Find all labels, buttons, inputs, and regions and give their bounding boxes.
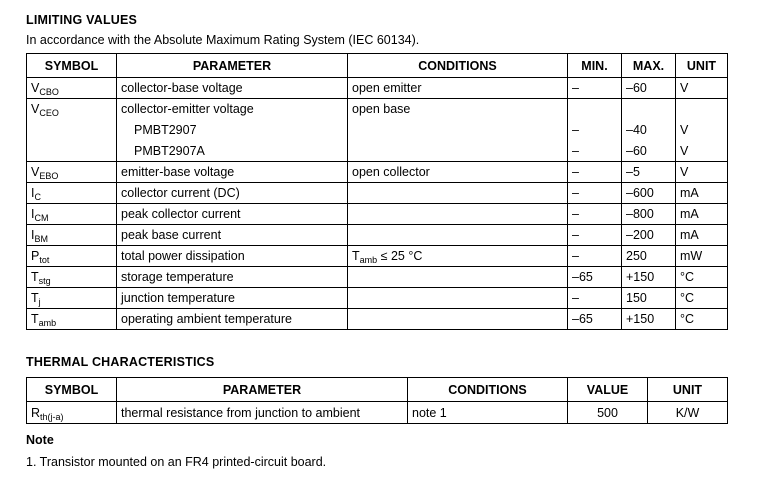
min-cell: –: [568, 225, 622, 246]
max-cell: [622, 99, 676, 120]
table-header-row: [27, 378, 728, 402]
symbol-cell: $R_{th(j-a)}$: [27, 402, 117, 424]
header-value: VALUE: [568, 378, 648, 402]
min-cell: –: [568, 120, 622, 141]
symbol-cell: [27, 141, 117, 162]
symbol-cell: $V_{CEO}$: [27, 99, 117, 120]
note-heading: Note: [26, 433, 54, 447]
header-max: MAX.: [622, 54, 676, 78]
min-cell: –65: [568, 309, 622, 330]
table-row: [27, 204, 728, 225]
table-row: [27, 246, 728, 267]
table-row: [27, 183, 728, 204]
max-cell: –60: [622, 78, 676, 99]
limiting-values-table: [26, 53, 728, 330]
unit-cell: [676, 99, 728, 120]
thermal-characteristics-table: [26, 377, 728, 424]
parameter-cell: emitter-base voltage: [117, 162, 348, 183]
symbol-cell: $T_{stg}$: [27, 267, 117, 288]
unit-cell: °C: [676, 309, 728, 330]
max-cell: –60: [622, 141, 676, 162]
table-row: [27, 120, 728, 141]
min-cell: –: [568, 246, 622, 267]
max-cell: 250: [622, 246, 676, 267]
unit-cell: V: [676, 120, 728, 141]
symbol-cell: $P_{tot}$: [27, 246, 117, 267]
header-conditions: CONDITIONS: [408, 378, 568, 402]
parameter-cell: collector-emitter voltage: [117, 99, 348, 120]
max-cell: –600: [622, 183, 676, 204]
min-cell: –: [568, 204, 622, 225]
parameter-cell: junction temperature: [117, 288, 348, 309]
parameter-cell: total power dissipation: [117, 246, 348, 267]
symbol-cell: $T_{amb}$: [27, 309, 117, 330]
symbol-cell: $T_j$: [27, 288, 117, 309]
max-cell: –800: [622, 204, 676, 225]
table-row: [27, 309, 728, 330]
conditions-cell: [348, 120, 568, 141]
symbol-cell: $V_{EBO}$: [27, 162, 117, 183]
conditions-cell: [348, 141, 568, 162]
table-row: [27, 402, 728, 424]
header-parameter: PARAMETER: [117, 378, 408, 402]
min-cell: –: [568, 288, 622, 309]
header-min: MIN.: [568, 54, 622, 78]
conditions-cell: note 1: [408, 402, 568, 424]
conditions-cell: open base: [348, 99, 568, 120]
parameter-cell: PMBT2907A: [117, 141, 348, 162]
conditions-cell: [348, 267, 568, 288]
max-cell: –40: [622, 120, 676, 141]
table-row: [27, 267, 728, 288]
max-cell: +150: [622, 267, 676, 288]
unit-cell: mA: [676, 204, 728, 225]
header-symbol: SYMBOL: [27, 378, 117, 402]
min-cell: –: [568, 78, 622, 99]
table-header-row: [27, 54, 728, 78]
min-cell: –: [568, 183, 622, 204]
parameter-cell: operating ambient temperature: [117, 309, 348, 330]
min-cell: –: [568, 141, 622, 162]
header-symbol: SYMBOL: [27, 54, 117, 78]
symbol-cell: $I_C$: [27, 183, 117, 204]
parameter-cell: peak collector current: [117, 204, 348, 225]
table-row: [27, 78, 728, 99]
value-cell: 500: [568, 402, 648, 424]
unit-cell: mA: [676, 183, 728, 204]
symbol-cell: $V_{CBO}$: [27, 78, 117, 99]
header-conditions: CONDITIONS: [348, 54, 568, 78]
unit-cell: K/W: [648, 402, 728, 424]
symbol-cell: $I_{CM}$: [27, 204, 117, 225]
min-cell: –65: [568, 267, 622, 288]
max-cell: +150: [622, 309, 676, 330]
conditions-cell: [348, 204, 568, 225]
parameter-cell: thermal resistance from junction to ambient: [117, 402, 408, 424]
unit-cell: °C: [676, 267, 728, 288]
max-cell: –5: [622, 162, 676, 183]
table-row: [27, 99, 728, 120]
unit-cell: V: [676, 141, 728, 162]
parameter-cell: storage temperature: [117, 267, 348, 288]
limiting-values-subtitle: In accordance with the Absolute Maximum Rating System (IEC 60134).: [26, 33, 420, 47]
table-row: [27, 225, 728, 246]
table-row: [27, 162, 728, 183]
conditions-cell: [348, 309, 568, 330]
max-cell: 150: [622, 288, 676, 309]
table-row: [27, 141, 728, 162]
unit-cell: °C: [676, 288, 728, 309]
header-unit: UNIT: [676, 54, 728, 78]
parameter-cell: collector current (DC): [117, 183, 348, 204]
table-row: [27, 288, 728, 309]
thermal-characteristics-title: THERMAL CHARACTERISTICS: [26, 355, 215, 369]
parameter-cell: peak base current: [117, 225, 348, 246]
parameter-cell: collector-base voltage: [117, 78, 348, 99]
min-cell: [568, 99, 622, 120]
unit-cell: V: [676, 78, 728, 99]
min-cell: –: [568, 162, 622, 183]
unit-cell: mW: [676, 246, 728, 267]
unit-cell: mA: [676, 225, 728, 246]
conditions-cell: [348, 225, 568, 246]
conditions-cell: [348, 288, 568, 309]
conditions-cell: [348, 183, 568, 204]
parameter-cell: PMBT2907: [117, 120, 348, 141]
max-cell: –200: [622, 225, 676, 246]
unit-cell: V: [676, 162, 728, 183]
conditions-cell: open emitter: [348, 78, 568, 99]
note-text: 1. Transistor mounted on an FR4 printed-circuit board.: [26, 455, 327, 469]
header-parameter: PARAMETER: [117, 54, 348, 78]
limiting-values-title: LIMITING VALUES: [26, 13, 138, 27]
header-unit: UNIT: [648, 378, 728, 402]
conditions-cell: $T_{amb} \le 25$ °C: [348, 246, 568, 267]
symbol-cell: [27, 120, 117, 141]
conditions-cell: open collector: [348, 162, 568, 183]
symbol-cell: $I_{BM}$: [27, 225, 117, 246]
